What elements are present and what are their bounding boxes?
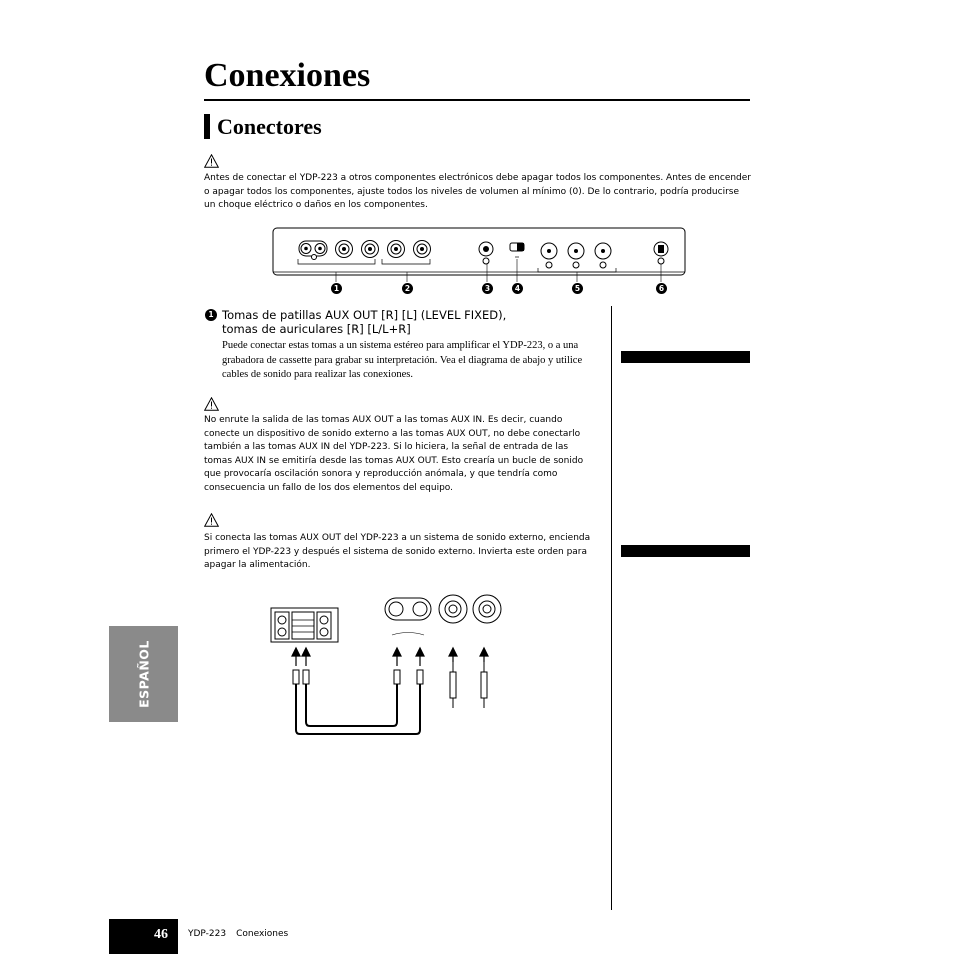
page-number: 46 — [154, 927, 168, 942]
caution-text-3: Si conecta las tomas AUX OUT del YDP-223 a un sistema de sonido externo, encienda primero el YDP-223 y después el sistema de sonido externo. Invierta este orden para apagar la alimentación. — [204, 533, 591, 570]
callout-4: 4 — [512, 283, 523, 294]
page-title: Conexiones — [204, 57, 371, 94]
language-tab — [109, 626, 178, 722]
caution-text-2: No enrute la salida de las tomas AUX OUT a las tomas AUX IN. Es decir, cuando conecte un dispositivo de sonido externo a las tomas AUX OUT, no debe conectarlo también a las tomas AUX IN del YDP-223. Si lo hiciera, la señal de entrada de las tomas AUX IN se emitiría desde las tomas AUX OUT. Esto crearía un bucle de sonido que provocaría oscilación sonora y reproducción anómala, y que tendría como consecuencia un fallo de los dos elementos del equipo. — [204, 415, 584, 493]
sidebar-note-header — [621, 351, 750, 363]
callout-6: 6 — [656, 283, 667, 294]
midi-jacks — [541, 243, 611, 268]
item-1-title-line2: tomas de auriculares [R] [L/L+R] — [222, 322, 411, 336]
callout-2: 2 — [402, 283, 413, 294]
warning-triangle-icon — [204, 397, 219, 411]
warning-triangle-icon — [204, 513, 219, 527]
warning-triangle-icon — [204, 154, 219, 168]
headphone-plugs — [450, 662, 487, 708]
rca-cable — [293, 670, 423, 734]
section-marker — [204, 114, 210, 139]
signal-arrows — [292, 648, 488, 666]
item-number-1: 1 — [205, 309, 217, 321]
sidebar-tip-header — [621, 545, 750, 557]
connection-diagram — [268, 590, 518, 740]
item-1-body: Puede conectar estas tomas a un sistema estéreo para amplificar el YDP-223, o a una grabadora de cassette para grabar su interpretación. Vea el diagrama de abajo y utilice cables de sonido para realizar las conexiones. — [222, 340, 583, 380]
title-rule — [204, 99, 750, 101]
page-number-box — [109, 919, 178, 954]
panel-jacks-illustration — [385, 595, 501, 635]
caution-text-top: Antes de conectar el YDP-223 a otros componentes electrónicos debe apagar todos los componentes. Antes de encender o apagar todos los componentes, ajuste todos los niveles de volumen al mínimo (0). De lo contrario, podría producirse un choque eléctrico o daños en los componentes. — [204, 173, 752, 210]
footer — [188, 929, 288, 939]
callout-1: 1 — [331, 283, 342, 294]
stereo-system-illustration — [271, 608, 338, 642]
footer-chapter: Conexiones — [236, 929, 289, 939]
item-1-title — [222, 308, 522, 336]
footer-model: YDP-223 — [188, 929, 227, 939]
callout-5: 5 — [572, 283, 583, 294]
language-tab-label: ESPAÑOL — [136, 640, 151, 708]
section-title: Conectores — [217, 114, 322, 139]
callout-3: 3 — [482, 283, 493, 294]
column-divider — [611, 306, 612, 910]
item-1-title-line1: Tomas de patillas AUX OUT [R] [L] (LEVEL FIXED), — [222, 308, 507, 322]
